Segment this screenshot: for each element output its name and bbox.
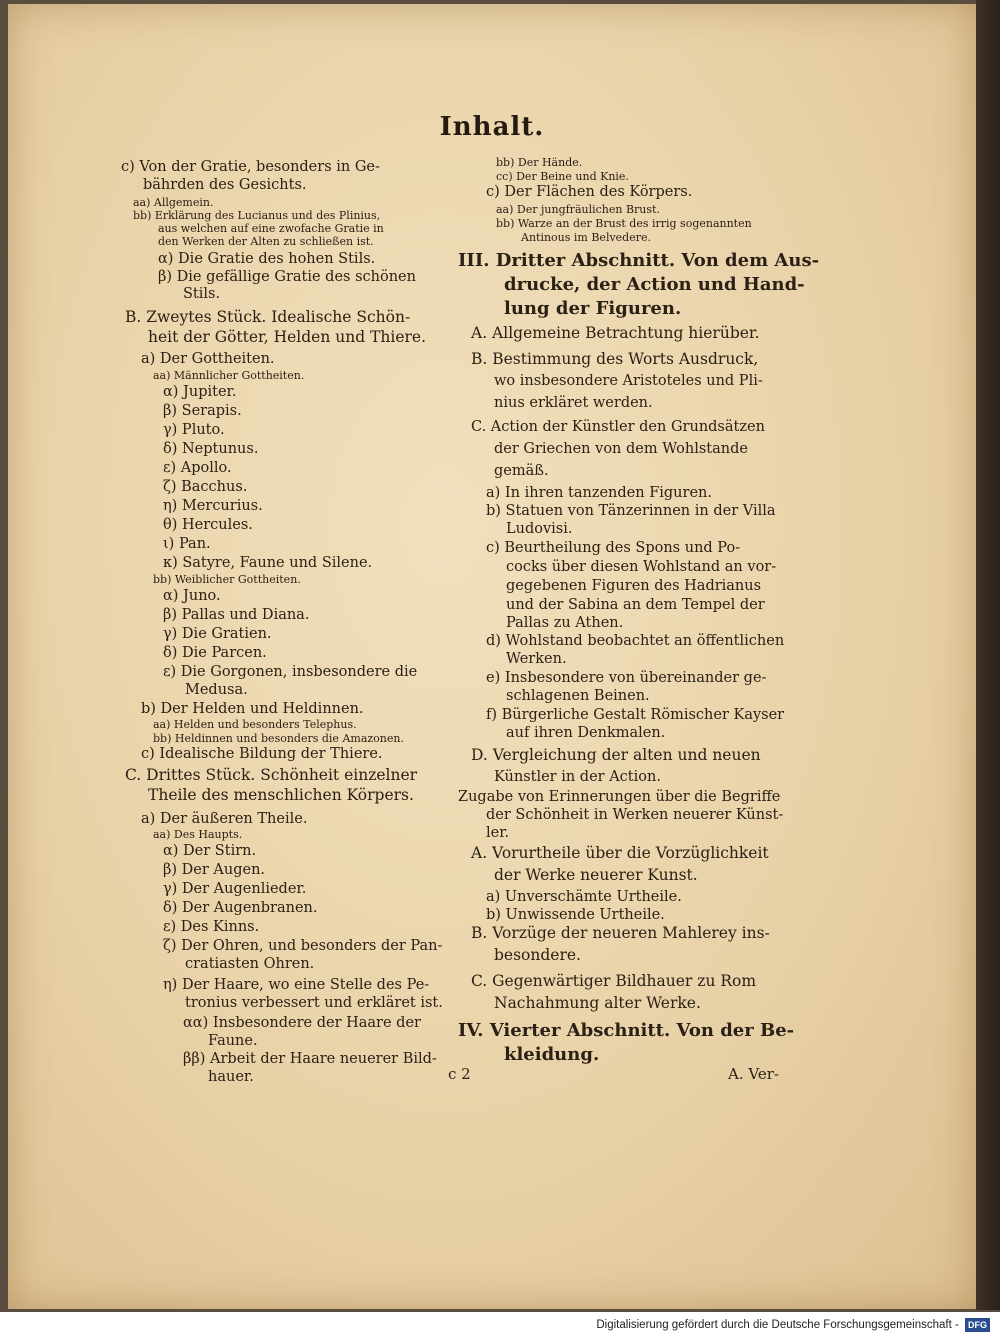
page-title: Inhalt.	[439, 112, 545, 142]
toc-entry: C. Gegenwärtiger Bildhauer zu Rom	[471, 972, 757, 990]
toc-entry: Künstler in der Action.	[494, 769, 661, 785]
toc-entry: ler.	[486, 825, 510, 841]
toc-entry: γ) Der Augenlieder.	[163, 881, 307, 897]
toc-entry: und der Sabina an dem Tempel der	[506, 597, 765, 613]
toc-entry: γ) Die Gratien.	[163, 626, 272, 642]
toc-entry: f) Bürgerliche Gestalt Römischer Kayser	[486, 707, 785, 723]
toc-entry: c) Beurtheilung des Spons und Po-	[486, 540, 741, 556]
toc-entry: c) Von der Gratie, besonders in Ge-	[121, 159, 380, 175]
toc-entry: drucke, der Action und Hand-	[504, 274, 805, 295]
toc-entry: Stils.	[183, 286, 221, 302]
toc-entry: besondere.	[494, 946, 581, 964]
toc-entry: ε) Die Gorgonen, insbesondere die	[163, 664, 418, 680]
toc-entry: ζ) Bacchus.	[163, 479, 248, 495]
toc-entry: aa) Der jungfräulichen Brust.	[496, 203, 660, 216]
toc-entry: auf ihren Denkmalen.	[506, 725, 666, 741]
toc-entry: ζ) Der Ohren, und besonders der Pan-	[163, 938, 443, 954]
digitization-footer	[0, 1312, 1000, 1339]
toc-entry: D. Vergleichung der alten und neuen	[471, 746, 761, 764]
toc-entry: Werken.	[506, 651, 567, 667]
toc-entry: Pallas zu Athen.	[506, 615, 624, 631]
footer-text: Digitalisierung gefördert durch die Deutsche Forschungsgemeinschaft -	[596, 1319, 959, 1331]
toc-entry: η) Mercurius.	[163, 498, 263, 514]
toc-entry: α) Der Stirn.	[163, 843, 257, 859]
toc-entry: δ) Die Parcen.	[163, 645, 267, 661]
toc-entry: B. Zweytes Stück. Idealische Schön-	[125, 308, 411, 326]
toc-entry: lung der Figuren.	[504, 298, 682, 319]
toc-entry: schlagenen Beinen.	[506, 688, 650, 704]
book-spine	[976, 0, 1000, 1310]
toc-entry: A. Allgemeine Betrachtung hierüber.	[471, 324, 760, 342]
toc-entry: nius erkläret werden.	[494, 395, 653, 411]
toc-entry: e) Insbesondere von übereinander ge-	[486, 670, 767, 686]
toc-entry: bährden des Gesichts.	[143, 177, 307, 193]
toc-entry: aa) Helden und besonders Telephus.	[153, 718, 357, 731]
book-page	[8, 4, 976, 1309]
toc-entry: Medusa.	[185, 682, 248, 698]
toc-entry: III. Dritter Abschnitt. Von dem Aus-	[458, 250, 820, 271]
dfg-logo: DFG	[965, 1318, 990, 1332]
toc-entry: a) Der äußeren Theile.	[141, 811, 308, 827]
toc-entry: C. Drittes Stück. Schönheit einzelner	[125, 766, 418, 784]
toc-entry: β) Die gefällige Gratie des schönen	[158, 269, 416, 285]
toc-entry: B. Vorzüge der neueren Mahlerey ins-	[471, 924, 770, 942]
toc-entry: αα) Insbesondere der Haare der	[183, 1015, 421, 1031]
toc-entry: bb) Warze an der Brust des irrig sogenannten	[496, 217, 752, 230]
toc-entry: den Werken der Alten zu schließen ist.	[158, 235, 374, 248]
toc-entry: aa) Allgemein.	[133, 196, 214, 209]
toc-entry: b) Der Helden und Heldinnen.	[141, 701, 364, 717]
toc-entry: δ) Neptunus.	[163, 441, 259, 457]
toc-entry: bb) Erklärung des Lucianus und des Plinius,	[133, 209, 381, 222]
toc-entry: α) Juno.	[163, 588, 221, 604]
toc-entry: gegebenen Figuren des Hadrianus	[506, 578, 762, 594]
toc-entry: Nachahmung alter Werke.	[494, 994, 701, 1012]
toc-entry: der Schönheit in Werken neuerer Künst-	[486, 807, 784, 823]
toc-entry: c) Der Flächen des Körpers.	[486, 184, 693, 200]
toc-entry: aus welchen auf eine zwofache Gratie in	[158, 222, 384, 235]
catchword: A. Ver-	[728, 1065, 779, 1083]
toc-entry: γ) Pluto.	[163, 422, 225, 438]
toc-entry: cc) Der Beine und Knie.	[496, 170, 629, 183]
toc-entry: Faune.	[208, 1033, 258, 1049]
toc-entry: a) Unverschämte Urtheile.	[486, 889, 682, 905]
toc-entry: C. Action der Künstler den Grundsätzen	[471, 419, 765, 435]
toc-entry: ε) Des Kinns.	[163, 919, 260, 935]
toc-entry: a) Der Gottheiten.	[141, 351, 275, 367]
toc-entry: α) Jupiter.	[163, 384, 237, 400]
toc-entry: bb) Der Hände.	[496, 156, 583, 169]
toc-entry: aa) Männlicher Gottheiten.	[153, 369, 305, 382]
toc-entry: B. Bestimmung des Worts Ausdruck,	[471, 350, 759, 368]
toc-entry: c) Idealische Bildung der Thiere.	[141, 746, 383, 762]
toc-entry: cratiasten Ohren.	[185, 956, 315, 972]
toc-entry: hauer.	[208, 1069, 254, 1085]
toc-entry: ι) Pan.	[163, 536, 211, 552]
toc-entry: bb) Weiblicher Gottheiten.	[153, 573, 301, 586]
toc-entry: Zugabe von Erinnerungen über die Begriffe	[458, 789, 781, 805]
toc-entry: Antinous im Belvedere.	[521, 231, 651, 244]
signature-mark: c 2	[448, 1065, 471, 1083]
toc-entry: η) Der Haare, wo eine Stelle des Pe-	[163, 977, 430, 993]
toc-entry: tronius verbessert und erkläret ist.	[185, 995, 443, 1011]
toc-entry: β) Der Augen.	[163, 862, 266, 878]
toc-entry: θ) Hercules.	[163, 517, 253, 533]
toc-entry: A. Vorurtheile über die Vorzüglichkeit	[471, 844, 769, 862]
toc-entry: d) Wohlstand beobachtet an öffentlichen	[486, 633, 785, 649]
toc-entry: κ) Satyre, Faune und Silene.	[163, 555, 373, 571]
toc-entry: ε) Apollo.	[163, 460, 232, 476]
toc-entry: ββ) Arbeit der Haare neuerer Bild-	[183, 1051, 437, 1067]
toc-entry: b) Unwissende Urtheile.	[486, 907, 665, 923]
toc-entry: cocks über diesen Wohlstand an vor-	[506, 559, 777, 575]
toc-entry: bb) Heldinnen und besonders die Amazonen.	[153, 732, 404, 745]
toc-entry: IV. Vierter Abschnitt. Von der Be-	[458, 1020, 795, 1041]
toc-entry: Ludovisi.	[506, 521, 573, 537]
toc-entry: β) Serapis.	[163, 403, 242, 419]
toc-entry: δ) Der Augenbranen.	[163, 900, 318, 916]
toc-entry: α) Die Gratie des hohen Stils.	[158, 251, 376, 267]
toc-entry: wo insbesondere Aristoteles und Pli-	[494, 373, 763, 389]
toc-entry: gemäß.	[494, 463, 549, 479]
toc-entry: der Griechen von dem Wohlstande	[494, 441, 748, 457]
toc-entry: der Werke neuerer Kunst.	[494, 866, 698, 884]
toc-entry: Theile des menschlichen Körpers.	[148, 786, 414, 804]
toc-entry: aa) Des Haupts.	[153, 828, 243, 841]
toc-entry: b) Statuen von Tänzerinnen in der Villa	[486, 503, 776, 519]
toc-entry: β) Pallas und Diana.	[163, 607, 310, 623]
toc-entry: kleidung.	[504, 1044, 600, 1065]
toc-entry: a) In ihren tanzenden Figuren.	[486, 485, 712, 501]
toc-entry: heit der Götter, Helden und Thiere.	[148, 328, 427, 346]
